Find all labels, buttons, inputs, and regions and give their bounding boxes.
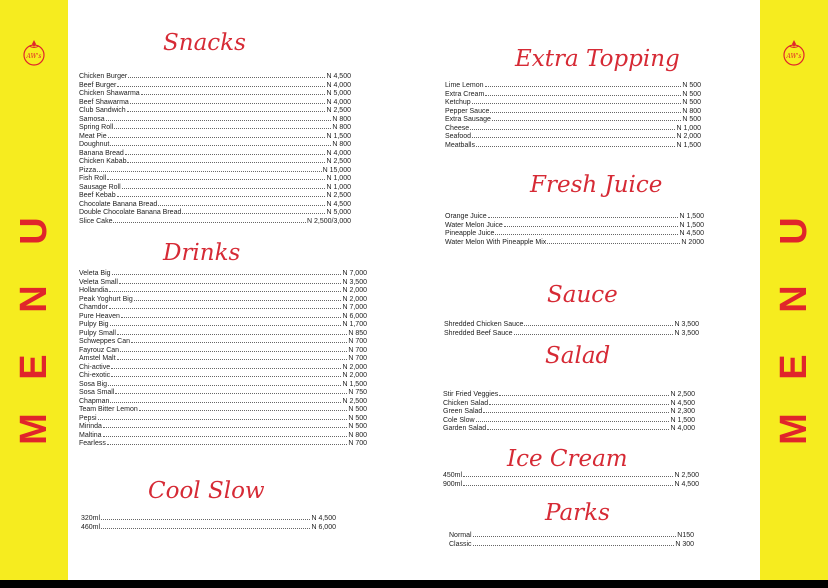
menu-letter-3: E bbox=[773, 354, 815, 380]
item-name: Fayrouz Can bbox=[79, 346, 120, 354]
item-name: Chicken Kabab bbox=[79, 158, 127, 165]
item-name: Sausage Roll bbox=[79, 183, 121, 191]
item-name: Chicken Burger bbox=[79, 73, 128, 80]
item-name: Chocolate Banana Bread bbox=[79, 200, 158, 208]
dot-leader bbox=[110, 396, 341, 403]
item-name: Extra Sausage bbox=[445, 116, 491, 123]
menu-item-row bbox=[79, 319, 367, 328]
item-name: Pepsi bbox=[79, 414, 97, 422]
item-name: Pure Heaven bbox=[79, 312, 120, 320]
item-price: N 4,000 bbox=[326, 98, 351, 106]
dot-leader bbox=[125, 148, 326, 155]
item-price: N 800 bbox=[332, 141, 351, 148]
menu-item-row bbox=[79, 199, 351, 208]
menu-item-row bbox=[79, 97, 351, 106]
dot-leader bbox=[117, 80, 325, 87]
sauce-list bbox=[444, 319, 699, 336]
item-price: N 3,500 bbox=[674, 321, 699, 328]
item-name: Samosa bbox=[79, 115, 105, 123]
menu-item-row bbox=[445, 228, 704, 237]
menu-item-row bbox=[79, 302, 367, 311]
item-name: Shredded Beef Sauce bbox=[444, 329, 513, 337]
logo-text: AW's bbox=[26, 53, 42, 60]
dot-leader bbox=[470, 123, 675, 130]
drinks-heading: Drinks bbox=[163, 240, 241, 266]
item-price: N 500 bbox=[682, 116, 701, 123]
item-name: Stir Fried Veggies bbox=[443, 391, 499, 398]
dot-leader bbox=[108, 131, 326, 138]
dot-leader bbox=[120, 345, 347, 352]
item-price: N 1,000 bbox=[326, 175, 351, 182]
item-price: N 4,000 bbox=[326, 149, 351, 157]
item-price: N 4,000 bbox=[670, 425, 695, 432]
bottom-bar bbox=[0, 580, 828, 588]
dot-leader bbox=[473, 530, 677, 537]
item-name: Chapman bbox=[79, 397, 110, 405]
item-price: N 800 bbox=[332, 124, 351, 131]
sauce-heading: Sauce bbox=[547, 282, 618, 308]
menu-item-row bbox=[443, 415, 695, 424]
menu-item-row bbox=[79, 285, 367, 294]
item-name: Sosa Big bbox=[79, 380, 108, 388]
item-price: N 5,000 bbox=[326, 90, 351, 97]
snacks-list bbox=[79, 71, 351, 224]
dot-leader bbox=[113, 216, 306, 223]
item-price: N 15,000 bbox=[322, 166, 351, 174]
menu-item-row bbox=[445, 211, 704, 220]
dot-leader bbox=[117, 353, 348, 360]
dot-leader bbox=[490, 106, 681, 113]
item-name: Club Sandwich bbox=[79, 107, 126, 114]
menu-item-row bbox=[79, 156, 351, 165]
menu-item-row bbox=[81, 513, 336, 522]
dot-leader bbox=[127, 156, 325, 163]
item-price: N 1,700 bbox=[342, 321, 367, 328]
menu-item-row bbox=[445, 237, 704, 246]
dot-leader bbox=[106, 114, 332, 121]
item-name: Garden Salad bbox=[443, 425, 487, 432]
item-name: Hollandia bbox=[79, 287, 109, 294]
dot-leader bbox=[103, 421, 347, 428]
item-price: N 800 bbox=[332, 115, 351, 123]
dot-leader bbox=[109, 285, 341, 292]
item-name: 450ml bbox=[443, 472, 463, 479]
cool-slow-heading: Cool Slow bbox=[148, 478, 265, 504]
menu-item-row bbox=[445, 123, 701, 132]
menu-item-row bbox=[443, 479, 699, 488]
item-name: Cheese bbox=[445, 124, 470, 132]
dot-leader bbox=[485, 89, 681, 96]
dot-leader bbox=[499, 389, 669, 396]
item-price: N 1,500 bbox=[670, 416, 695, 424]
dot-leader bbox=[139, 404, 348, 411]
item-name: Pulpy Big bbox=[79, 321, 109, 328]
item-price: N 1,500 bbox=[679, 213, 704, 220]
dot-leader bbox=[121, 311, 342, 318]
dot-leader bbox=[107, 173, 325, 180]
item-name: Fearless bbox=[79, 440, 106, 447]
menu-letter-4: M bbox=[773, 413, 815, 445]
item-price: N150 bbox=[677, 532, 694, 539]
dot-leader bbox=[101, 513, 310, 520]
menu-letter-3: E bbox=[13, 354, 55, 380]
menu-item-row bbox=[79, 105, 351, 114]
item-name: Amstel Malt bbox=[79, 355, 116, 362]
menu-item-row bbox=[79, 88, 351, 97]
menu-letter-1: U bbox=[13, 217, 55, 245]
dot-leader bbox=[114, 122, 331, 129]
menu-item-row bbox=[444, 319, 699, 328]
item-price: N 3,500 bbox=[674, 329, 699, 337]
dot-leader bbox=[97, 165, 321, 172]
item-price: N 300 bbox=[675, 540, 694, 548]
item-price: N 4,500 bbox=[326, 73, 351, 80]
item-name: Team Bitter Lemon bbox=[79, 406, 138, 413]
item-name: Doughnut bbox=[79, 141, 110, 148]
menu-item-row bbox=[79, 379, 367, 388]
menu-item-row bbox=[79, 353, 367, 362]
dot-leader bbox=[115, 387, 347, 394]
dot-leader bbox=[495, 228, 678, 235]
item-price: N 800 bbox=[348, 431, 367, 439]
item-price: N 2,000 bbox=[342, 363, 367, 371]
menu-item-row bbox=[449, 539, 694, 548]
item-name: Water Melon With Pineapple Mix bbox=[445, 238, 547, 246]
item-price: N 850 bbox=[348, 329, 367, 337]
dot-leader bbox=[103, 430, 348, 437]
menu-item-row bbox=[443, 470, 699, 479]
menu-item-row bbox=[445, 140, 701, 149]
item-name: Pepper Sauce bbox=[445, 107, 490, 115]
dot-leader bbox=[109, 302, 342, 309]
dot-leader bbox=[119, 277, 342, 284]
item-name: Beef Kebab bbox=[79, 192, 116, 199]
item-price: N 1,000 bbox=[676, 124, 701, 132]
item-price: N 2,000 bbox=[342, 295, 367, 303]
menu-letter-4: M bbox=[13, 413, 55, 445]
menu-item-row bbox=[81, 522, 336, 531]
item-price: N 5,000 bbox=[326, 209, 351, 216]
menu-item-row bbox=[79, 114, 351, 123]
item-price: N 2,500 bbox=[326, 158, 351, 165]
item-name: 900ml bbox=[443, 480, 463, 488]
menu-letter-2: N bbox=[13, 285, 55, 313]
menu-item-row bbox=[79, 182, 351, 191]
item-price: N 700 bbox=[348, 338, 367, 345]
parks-heading: Parks bbox=[545, 500, 610, 526]
menu-item-row bbox=[79, 294, 367, 303]
dot-leader bbox=[111, 370, 341, 377]
item-price: N 500 bbox=[682, 99, 701, 106]
item-price: N 2,000 bbox=[676, 133, 701, 140]
menu-item-row bbox=[445, 97, 701, 106]
dot-leader bbox=[117, 328, 347, 335]
menu-item-row bbox=[79, 328, 367, 337]
item-price: N 700 bbox=[348, 355, 367, 362]
item-price: N 4,000 bbox=[326, 81, 351, 89]
menu-item-row bbox=[79, 438, 367, 447]
snacks-heading: Snacks bbox=[163, 30, 246, 56]
item-price: N 6,000 bbox=[311, 523, 336, 531]
item-price: N 2,500 bbox=[674, 472, 699, 479]
item-name: Veleta Small bbox=[79, 278, 118, 286]
menu-item-row bbox=[79, 80, 351, 89]
item-name: Meatballs bbox=[445, 141, 475, 149]
item-name: Green Salad bbox=[443, 408, 483, 415]
item-name: Mirinda bbox=[79, 423, 102, 430]
menu-item-row bbox=[79, 336, 367, 345]
dot-leader bbox=[463, 470, 673, 477]
salad-heading: Salad bbox=[545, 343, 611, 369]
item-name: Fish Roll bbox=[79, 175, 107, 182]
dot-leader bbox=[107, 438, 347, 445]
dot-leader bbox=[158, 199, 325, 206]
menu-item-row bbox=[79, 311, 367, 320]
item-price: N 500 bbox=[348, 423, 367, 430]
item-name: Extra Cream bbox=[445, 90, 485, 98]
menu-item-row bbox=[445, 106, 701, 115]
menu-item-row bbox=[79, 413, 367, 422]
item-name: Meat Pie bbox=[79, 132, 107, 140]
item-price: N 750 bbox=[348, 389, 367, 396]
dot-leader bbox=[473, 539, 675, 546]
dot-leader bbox=[110, 319, 342, 326]
logo-icon bbox=[22, 38, 46, 66]
dot-leader bbox=[110, 139, 331, 146]
menu-item-row bbox=[445, 89, 701, 98]
item-name: Double Chocolate Banana Bread bbox=[79, 209, 182, 216]
item-name: Spring Roll bbox=[79, 124, 114, 131]
item-name: Pineapple Juice bbox=[445, 230, 495, 237]
dot-leader bbox=[101, 522, 310, 529]
menu-item-row bbox=[79, 131, 351, 140]
menu-item-row bbox=[79, 207, 351, 216]
left-banner bbox=[0, 0, 68, 580]
item-name: Beef Shawarma bbox=[79, 98, 129, 106]
menu-item-row bbox=[79, 122, 351, 131]
menu-item-row bbox=[443, 406, 695, 415]
item-name: Schweppes Can bbox=[79, 338, 130, 345]
menu-item-row bbox=[445, 131, 701, 140]
ice-cream-heading: Ice Cream bbox=[507, 446, 628, 472]
item-name: Peak Yoghurt Big bbox=[79, 295, 133, 303]
item-price: N 1,000 bbox=[326, 183, 351, 191]
dot-leader bbox=[487, 423, 669, 430]
extra-topping-heading: Extra Topping bbox=[515, 46, 680, 72]
item-price: N 6,000 bbox=[342, 312, 367, 320]
dot-leader bbox=[524, 319, 673, 326]
dot-leader bbox=[514, 328, 674, 335]
item-name: Veleta Big bbox=[79, 270, 111, 277]
item-name: Ketchup bbox=[445, 99, 471, 106]
item-price: N 500 bbox=[348, 414, 367, 422]
item-name: Maltina bbox=[79, 431, 102, 439]
item-price: N 1,500 bbox=[326, 132, 351, 140]
item-name: Chicken Salad bbox=[443, 399, 489, 407]
menu-item-row bbox=[443, 398, 695, 407]
item-name: Sosa Small bbox=[79, 389, 115, 396]
dot-leader bbox=[127, 105, 326, 112]
item-name: Lime Lemon bbox=[445, 82, 484, 89]
fresh-juice-list bbox=[445, 211, 704, 245]
item-name: Shredded Chicken Sauce bbox=[444, 321, 524, 328]
item-name: Orange Juice bbox=[445, 213, 487, 220]
dot-leader bbox=[108, 379, 341, 386]
item-price: N 4,500 bbox=[670, 399, 695, 407]
menu-item-row bbox=[79, 190, 351, 199]
item-price: N 4,500 bbox=[674, 480, 699, 488]
menu-item-row bbox=[79, 387, 367, 396]
item-price: N 3,500 bbox=[342, 278, 367, 286]
menu-item-row bbox=[79, 139, 351, 148]
dot-leader bbox=[547, 237, 680, 244]
item-name: 460ml bbox=[81, 523, 101, 531]
dot-leader bbox=[182, 207, 325, 214]
dot-leader bbox=[476, 415, 670, 422]
item-price: N 7,000 bbox=[342, 304, 367, 311]
item-price: N 1,500 bbox=[679, 221, 704, 229]
menu-item-row bbox=[443, 389, 695, 398]
right-banner bbox=[760, 0, 828, 580]
dot-leader bbox=[128, 71, 325, 78]
item-price: N 2000 bbox=[681, 238, 704, 246]
dot-leader bbox=[111, 362, 341, 369]
item-price: N 1,500 bbox=[676, 141, 701, 149]
menu-item-row bbox=[79, 268, 367, 277]
logo-text: AW's bbox=[786, 53, 802, 60]
dot-leader bbox=[141, 88, 326, 95]
item-name: Pizza bbox=[79, 166, 97, 174]
item-price: N 500 bbox=[348, 406, 367, 413]
menu-item-row bbox=[79, 370, 367, 379]
menu-item-row bbox=[79, 430, 367, 439]
menu-item-row bbox=[444, 328, 699, 337]
item-price: N 2,500 bbox=[342, 397, 367, 405]
menu-item-row bbox=[445, 114, 701, 123]
item-name: Chamdor bbox=[79, 304, 108, 311]
dot-leader bbox=[485, 80, 682, 87]
item-price: N 4,500 bbox=[311, 515, 336, 522]
parks-list bbox=[449, 530, 694, 547]
dot-leader bbox=[492, 114, 681, 121]
item-price: N 4,500 bbox=[679, 230, 704, 237]
item-name: Beef Burger bbox=[79, 81, 117, 89]
item-name: 320ml bbox=[81, 515, 101, 522]
extra-topping-list bbox=[445, 80, 701, 148]
item-price: N 2,500 bbox=[326, 107, 351, 114]
item-name: Normal bbox=[449, 532, 472, 539]
dot-leader bbox=[130, 97, 326, 104]
menu-item-row bbox=[79, 396, 367, 405]
item-name: Banana Bread bbox=[79, 149, 124, 157]
menu-item-row bbox=[79, 165, 351, 174]
dot-leader bbox=[98, 413, 348, 420]
item-price: N 2,000 bbox=[342, 287, 367, 294]
item-name: Chicken Shawarma bbox=[79, 90, 140, 97]
dot-leader bbox=[134, 294, 342, 301]
dot-leader bbox=[472, 97, 682, 104]
logo-icon bbox=[782, 38, 806, 66]
menu-letter-1: U bbox=[773, 217, 815, 245]
item-name: Pulpy Small bbox=[79, 329, 116, 337]
cool-slow-list bbox=[81, 513, 336, 530]
menu-item-row bbox=[79, 345, 367, 354]
item-price: N 7,000 bbox=[342, 270, 367, 277]
dot-leader bbox=[488, 211, 679, 218]
dot-leader bbox=[122, 182, 326, 189]
salad-list bbox=[443, 389, 695, 432]
menu-item-row bbox=[79, 173, 351, 182]
dot-leader bbox=[476, 140, 676, 147]
item-name: Slice Cake bbox=[79, 217, 113, 225]
fresh-juice-heading: Fresh Juice bbox=[530, 172, 663, 198]
menu-item-row bbox=[449, 530, 694, 539]
dot-leader bbox=[483, 406, 669, 413]
item-price: N 2,300 bbox=[670, 408, 695, 415]
item-name: Chi-active bbox=[79, 363, 111, 371]
menu-item-row bbox=[79, 421, 367, 430]
item-name: Seafood bbox=[445, 133, 472, 140]
drinks-list bbox=[79, 268, 367, 447]
item-price: N 500 bbox=[682, 90, 701, 98]
menu-letter-2: N bbox=[773, 285, 815, 313]
item-price: N 2,500 bbox=[670, 391, 695, 398]
ice-cream-list bbox=[443, 470, 699, 487]
menu-item-row bbox=[79, 216, 351, 225]
item-price: N 4,500 bbox=[326, 200, 351, 208]
item-name: Classic bbox=[449, 540, 472, 548]
item-price: N 1,500 bbox=[342, 380, 367, 388]
item-price: N 700 bbox=[348, 440, 367, 447]
menu-item-row bbox=[445, 220, 704, 229]
menu-item-row bbox=[445, 80, 701, 89]
item-price: N 2,000 bbox=[342, 372, 367, 379]
menu-item-row bbox=[79, 404, 367, 413]
item-price: N 500 bbox=[682, 82, 701, 89]
item-name: Cole Slow bbox=[443, 416, 475, 424]
menu-item-row bbox=[79, 277, 367, 286]
dot-leader bbox=[117, 190, 326, 197]
dot-leader bbox=[489, 398, 669, 405]
menu-item-row bbox=[79, 148, 351, 157]
menu-item-row bbox=[79, 71, 351, 80]
dot-leader bbox=[131, 336, 347, 343]
item-name: Water Melon Juice bbox=[445, 221, 503, 229]
menu-item-row bbox=[79, 362, 367, 371]
item-price: N 2,500/3,000 bbox=[307, 217, 351, 225]
item-price: N 2,500 bbox=[326, 192, 351, 199]
dot-leader bbox=[504, 220, 679, 227]
dot-leader bbox=[112, 268, 342, 275]
item-price: N 700 bbox=[348, 346, 367, 354]
item-price: N 800 bbox=[682, 107, 701, 115]
dot-leader bbox=[463, 479, 673, 486]
item-name: Chi-exotic bbox=[79, 372, 111, 379]
menu-item-row bbox=[443, 423, 695, 432]
dot-leader bbox=[472, 131, 675, 138]
